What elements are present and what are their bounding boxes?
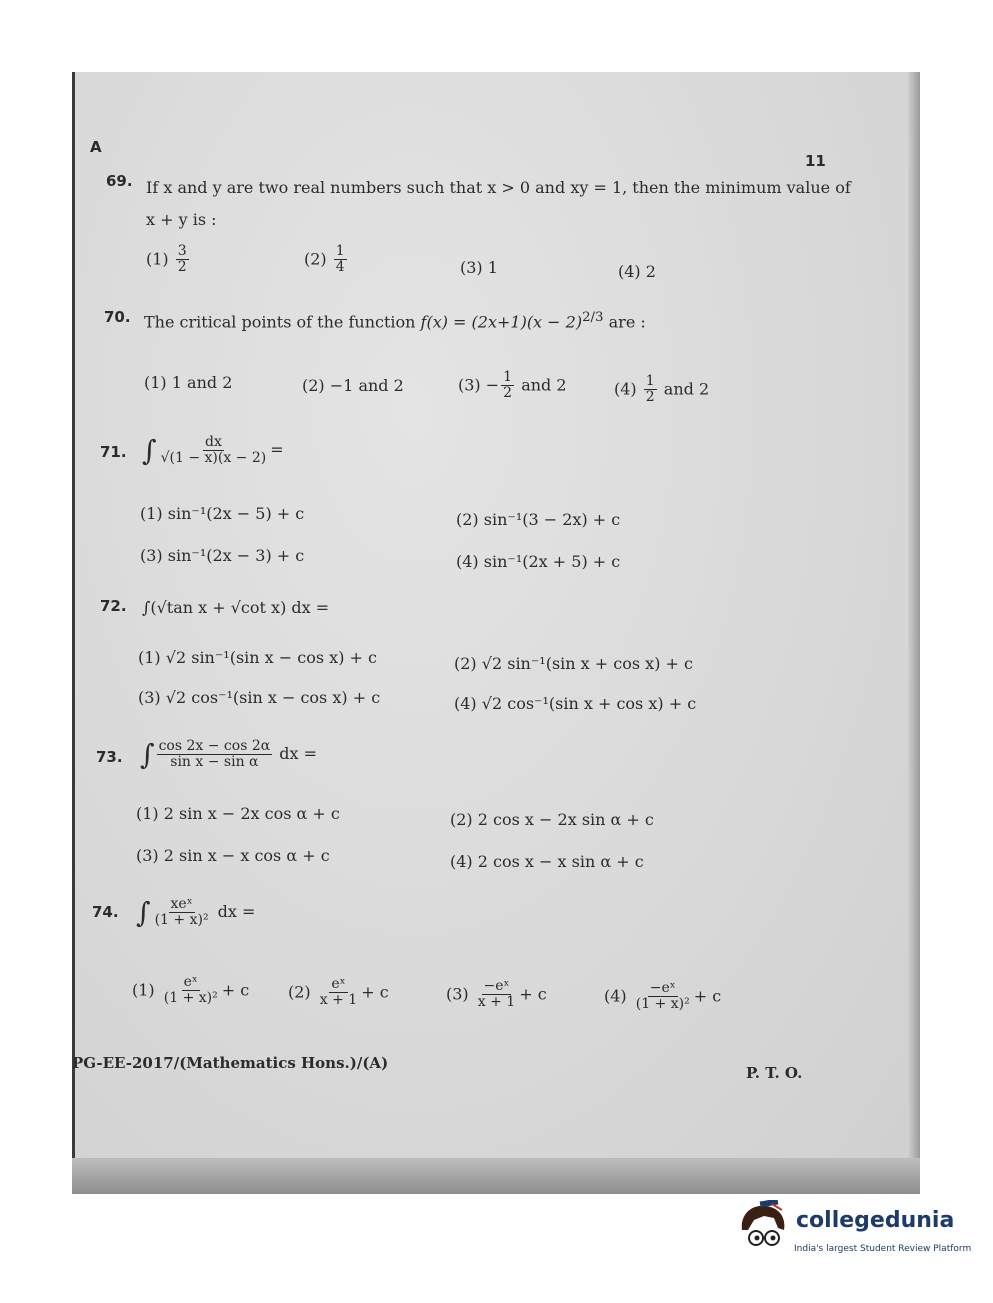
option-label: (3): [138, 688, 161, 707]
option: [454, 654, 693, 673]
integral-expression: [142, 434, 284, 467]
option-label: (1): [146, 249, 169, 269]
fraction-denominator: x + 1: [319, 992, 358, 1009]
page-number: 11: [805, 152, 826, 170]
option-label: (3): [140, 546, 163, 565]
option: [146, 244, 191, 276]
fraction-denominator: (1 + x)²: [635, 996, 690, 1013]
option-value: 2 cos x − x sin α + c: [477, 852, 644, 871]
option-label: (2): [454, 654, 477, 673]
fraction-denominator: 2: [645, 389, 655, 406]
option-label: (4): [614, 379, 637, 399]
fraction-denominator: sin x − sin α: [170, 754, 259, 770]
scanned-page: [72, 72, 920, 1194]
option: [454, 694, 696, 713]
option-label: (3): [136, 846, 159, 865]
fraction-numerator: eˣ: [331, 976, 346, 992]
question-text: If x and y are two real numbers such that x > 0 and xy = 1, then the minimum value of: [146, 178, 851, 197]
option: [136, 846, 330, 865]
option-value: √2 cos⁻¹(sin x − cos x) + c: [165, 688, 381, 707]
option-label: (2): [302, 376, 325, 395]
option-label: (4): [454, 694, 477, 713]
option: [450, 810, 654, 829]
minus-sign: −: [485, 375, 500, 395]
brand-tagline: India's largest Student Review Platform: [794, 1244, 972, 1254]
question-text: x + y is :: [146, 210, 217, 229]
option: [288, 977, 389, 1009]
fraction-denominator: 2: [503, 385, 513, 402]
option: [140, 546, 304, 565]
option-value: sin⁻¹(2x − 5) + c: [167, 504, 305, 523]
option-label: (2): [288, 982, 311, 1002]
option: [456, 552, 620, 571]
question-suffix: are :: [608, 312, 646, 332]
option-value: 1 and 2: [171, 373, 233, 392]
option-label: (2): [456, 510, 479, 529]
option: [450, 852, 644, 871]
integral-tail: dx =: [217, 902, 256, 921]
question-text: [144, 310, 646, 331]
question-number: 70.: [104, 308, 131, 326]
option-label: (3): [446, 984, 469, 1004]
integral-sign: ∫: [142, 434, 157, 467]
option-label: (1): [144, 373, 167, 392]
option-label: (3): [458, 375, 481, 395]
option: [140, 504, 304, 523]
integral-sign: ∫: [136, 896, 151, 929]
question-number: 72.: [100, 597, 127, 615]
option: [136, 804, 340, 823]
option-value: sin⁻¹(2x − 3) + c: [167, 546, 305, 565]
set-label: A: [90, 138, 102, 156]
equals-sign: =: [270, 440, 284, 459]
option: [144, 373, 232, 392]
option-label: (2): [450, 810, 473, 829]
question-stem: The critical points of the function: [144, 312, 416, 332]
option-label: (1): [138, 648, 161, 667]
mascot-icon: [736, 1200, 792, 1256]
option-value: √2 sin⁻¹(sin x + cos x) + c: [481, 654, 693, 673]
fraction-denominator: x + 1: [477, 994, 516, 1011]
option-value: 1: [487, 258, 498, 277]
fraction-numerator: 3: [177, 243, 187, 259]
option-value: √2 cos⁻¹(sin x + cos x) + c: [481, 694, 697, 713]
fraction-numerator: dx: [204, 433, 222, 450]
option-tail: + c: [519, 984, 547, 1004]
option: [138, 648, 377, 667]
please-turn-over: P. T. O.: [746, 1064, 803, 1082]
fraction-numerator: cos 2x − cos 2α: [158, 737, 271, 754]
fraction-denominator: 2: [177, 259, 187, 276]
fraction-denominator: 4: [335, 259, 345, 276]
page-edge: [908, 72, 920, 1162]
fraction-numerator: −eˣ: [649, 980, 676, 996]
option: [132, 975, 249, 1007]
option-value: sin⁻¹(3 − 2x) + c: [483, 510, 621, 529]
integral-expression: ∫(√tan x + √cot x) dx =: [142, 598, 330, 617]
option: [302, 376, 404, 395]
option-value: √2 sin⁻¹(sin x − cos x) + c: [165, 648, 377, 667]
function-exponent: 2/3: [582, 310, 604, 325]
option: [304, 244, 349, 276]
fraction-numerator: 1: [335, 243, 345, 259]
option-value: 2 sin x − x cos α + c: [163, 846, 330, 865]
option-tail: + c: [221, 980, 250, 1000]
integral-sign: ∫: [140, 738, 155, 771]
fraction-denominator: (1 + x)²: [163, 990, 218, 1007]
option: [458, 370, 567, 402]
option: [604, 981, 721, 1013]
fraction-numerator: −eˣ: [483, 978, 510, 994]
option-label: (1): [136, 804, 159, 823]
integral-expression: [140, 738, 317, 771]
option-label: (1): [132, 980, 155, 1000]
question-number: 74.: [92, 903, 119, 921]
option-tail: and 2: [663, 379, 710, 399]
option-value: 2 sin x − 2x cos α + c: [163, 804, 340, 823]
option-value: sin⁻¹(2x + 5) + c: [483, 552, 621, 571]
integral-expression: [136, 896, 255, 929]
fraction-denominator: √(1 − x)(x − 2): [160, 450, 267, 466]
option-label: (2): [304, 249, 327, 269]
question-number: 73.: [96, 748, 123, 766]
fraction-denominator: (1 + x)²: [154, 912, 209, 928]
option-label: (4): [618, 262, 641, 281]
brand-name: collegedunia: [796, 1208, 955, 1233]
option-label: (4): [456, 552, 479, 571]
question-number: 71.: [100, 443, 127, 461]
option-label: (4): [604, 986, 627, 1006]
fraction-numerator: 1: [645, 373, 655, 389]
option-label: (3): [460, 258, 483, 277]
option-label: (1): [140, 504, 163, 523]
option: [618, 262, 656, 281]
question-number: 69.: [106, 172, 133, 190]
option: [456, 510, 620, 529]
integral-tail: dx =: [279, 744, 318, 763]
option: [138, 688, 380, 707]
option: [460, 258, 498, 277]
option-value: −1 and 2: [329, 376, 404, 395]
fraction-numerator: 1: [503, 369, 513, 385]
fraction-numerator: xeˣ: [170, 895, 193, 912]
fraction-numerator: eˣ: [183, 974, 198, 990]
function-expression: f(x) = (2x+1)(x − 2): [420, 312, 583, 332]
paper-code: PG-EE-2017/(Mathematics Hons.)/(A): [72, 1054, 389, 1072]
option-tail: and 2: [521, 375, 567, 395]
option: [614, 374, 709, 406]
option-value: 2 cos x − 2x sin α + c: [477, 810, 654, 829]
brand-logo[interactable]: [736, 1200, 972, 1270]
option-tail: + c: [693, 986, 722, 1006]
option-tail: + c: [361, 982, 389, 1002]
option-value: 2: [645, 262, 656, 281]
page-bottom-shadow: [72, 1158, 920, 1194]
option-label: (4): [450, 852, 473, 871]
option: [446, 979, 547, 1011]
